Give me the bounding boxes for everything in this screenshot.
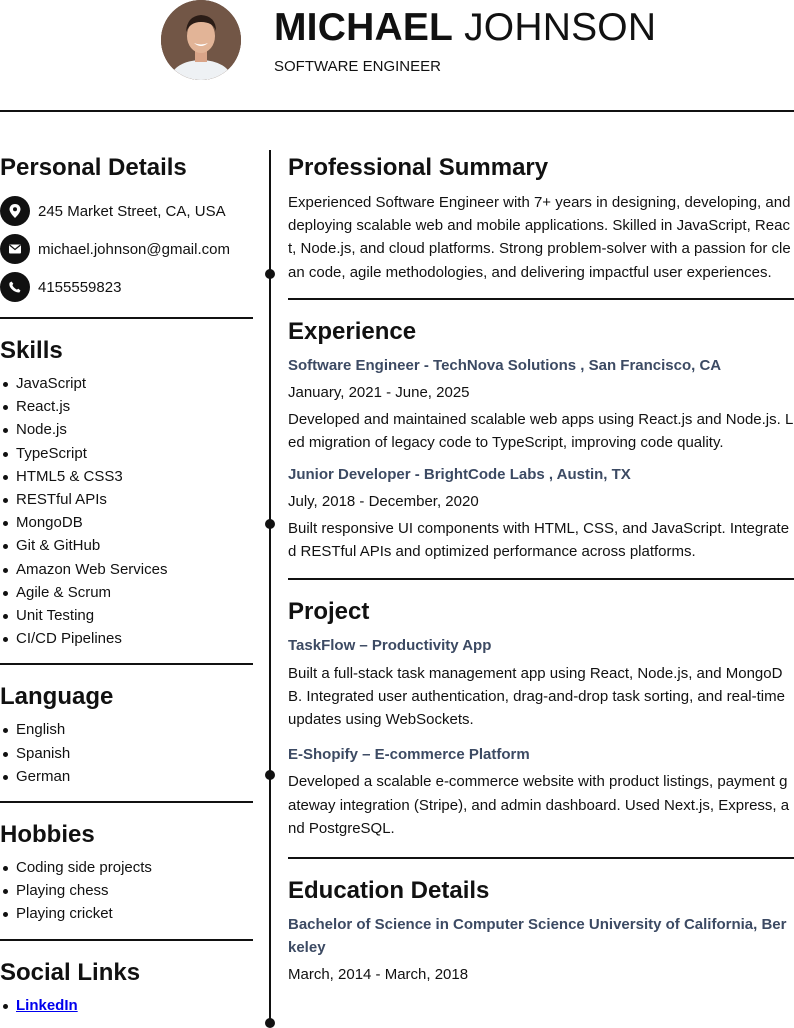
right-column <box>288 150 794 987</box>
left-column <box>0 150 253 1017</box>
list-item: Coding side projects <box>16 856 253 879</box>
job-dates: July, 2018 - December, 2020 <box>288 492 479 510</box>
job-dates: January, 2021 - June, 2025 <box>288 384 470 402</box>
language-heading: Language <box>0 683 114 711</box>
list-item: TypeScript <box>16 442 253 465</box>
envelope-icon <box>0 234 30 264</box>
list-item: Unit Testing <box>16 604 253 627</box>
list-item: Node.js <box>16 418 253 441</box>
list-item: Git & GitHub <box>16 534 253 557</box>
job-title: SOFTWARE ENGINEER <box>274 58 441 75</box>
summary-text: Experienced Software Engineer with 7+ years in designing, developing, and deploying scalable web and mobile applications. Skilled in JavaScript, React, Node.js, and cloud platforms. Strong problem-solver with a passion for clean code, agile methodologies, and delivering impactful user experiences. <box>288 194 791 281</box>
social-links-heading: Social Links <box>0 958 141 986</box>
timeline-line <box>269 150 271 1023</box>
hobbies-heading: Hobbies <box>0 821 95 849</box>
list-item: HTML5 & CSS3 <box>16 465 253 488</box>
list-item: Playing chess <box>16 879 253 902</box>
list-item: Agile & Scrum <box>16 581 253 604</box>
personal-details-heading: Personal Details <box>0 154 187 181</box>
timeline-dot <box>265 1018 275 1028</box>
job-description: Built responsive UI components with HTML, CSS, and JavaScript. Integrated RESTful APIs and optimized performance across platforms. <box>288 520 790 561</box>
experience-item <box>288 463 794 564</box>
address-row <box>0 192 253 230</box>
experience-item <box>288 354 794 455</box>
project-name: TaskFlow – Productivity App <box>288 637 492 655</box>
job-role: Junior Developer - BrightCode Labs , Austin, TX <box>288 465 631 483</box>
email-text[interactable]: michael.johnson@gmail.com <box>38 240 230 258</box>
last-name: JOHNSON <box>464 6 657 49</box>
address-text: 245 Market Street, CA, USA <box>38 202 226 220</box>
timeline-dot <box>265 770 275 780</box>
location-pin-icon <box>0 196 30 226</box>
profile-photo <box>161 0 241 80</box>
hobbies-list <box>0 856 253 926</box>
list-item: CI/CD Pipelines <box>16 627 253 650</box>
project-description: Developed a scalable e-commerce website with product listings, payment gateway integration (Stripe), and admin dashboard. Used Next.js, Express, and PostgreSQL. <box>288 773 790 837</box>
list-item: German <box>16 765 253 788</box>
project-heading: Project <box>288 598 370 626</box>
candidate-name <box>274 5 656 51</box>
job-description: Developed and maintained scalable web apps using React.js and Node.js. Led migration of legacy code to TypeScript, improving code quality. <box>288 411 794 452</box>
email-row <box>0 230 253 268</box>
list-item: English <box>16 718 253 741</box>
language-list <box>0 718 253 788</box>
project-description: Built a full-stack task management app using React, Node.js, and MongoDB. Integrated user authentication, drag-and-drop task sorting, and real-time updates using WebSockets. <box>288 664 785 729</box>
degree-title: Bachelor of Science in Computer Science University of California, Berkeley <box>288 916 787 957</box>
phone-icon <box>0 272 30 302</box>
list-item: MongoDB <box>16 511 253 534</box>
timeline-dot <box>265 269 275 279</box>
list-item: Spanish <box>16 742 253 765</box>
summary-heading: Professional Summary <box>288 154 549 181</box>
project-name: E-Shopify – E-commerce Platform <box>288 746 530 764</box>
social-links-list <box>0 994 253 1017</box>
list-item: Playing cricket <box>16 902 253 925</box>
list-item: JavaScript <box>16 372 253 395</box>
timeline-dot <box>265 519 275 529</box>
experience-heading: Experience <box>288 317 417 345</box>
resume-header <box>0 0 794 112</box>
job-role: Software Engineer - TechNova Solutions , San Francisco, CA <box>288 356 722 374</box>
list-item: Amazon Web Services <box>16 558 253 581</box>
list-item: RESTful APIs <box>16 488 253 511</box>
phone-text[interactable]: 4155559823 <box>38 278 122 296</box>
first-name: MICHAEL <box>274 6 454 49</box>
skills-list <box>0 372 253 650</box>
skills-heading: Skills <box>0 337 63 364</box>
list-item <box>16 994 253 1017</box>
education-dates: March, 2014 - March, 2018 <box>288 966 469 984</box>
linkedin-link[interactable]: LinkedIn <box>16 996 78 1014</box>
education-heading: Education Details <box>288 877 490 905</box>
phone-row <box>0 268 253 306</box>
list-item: React.js <box>16 395 253 418</box>
project-item <box>288 634 794 731</box>
project-item <box>288 743 794 840</box>
